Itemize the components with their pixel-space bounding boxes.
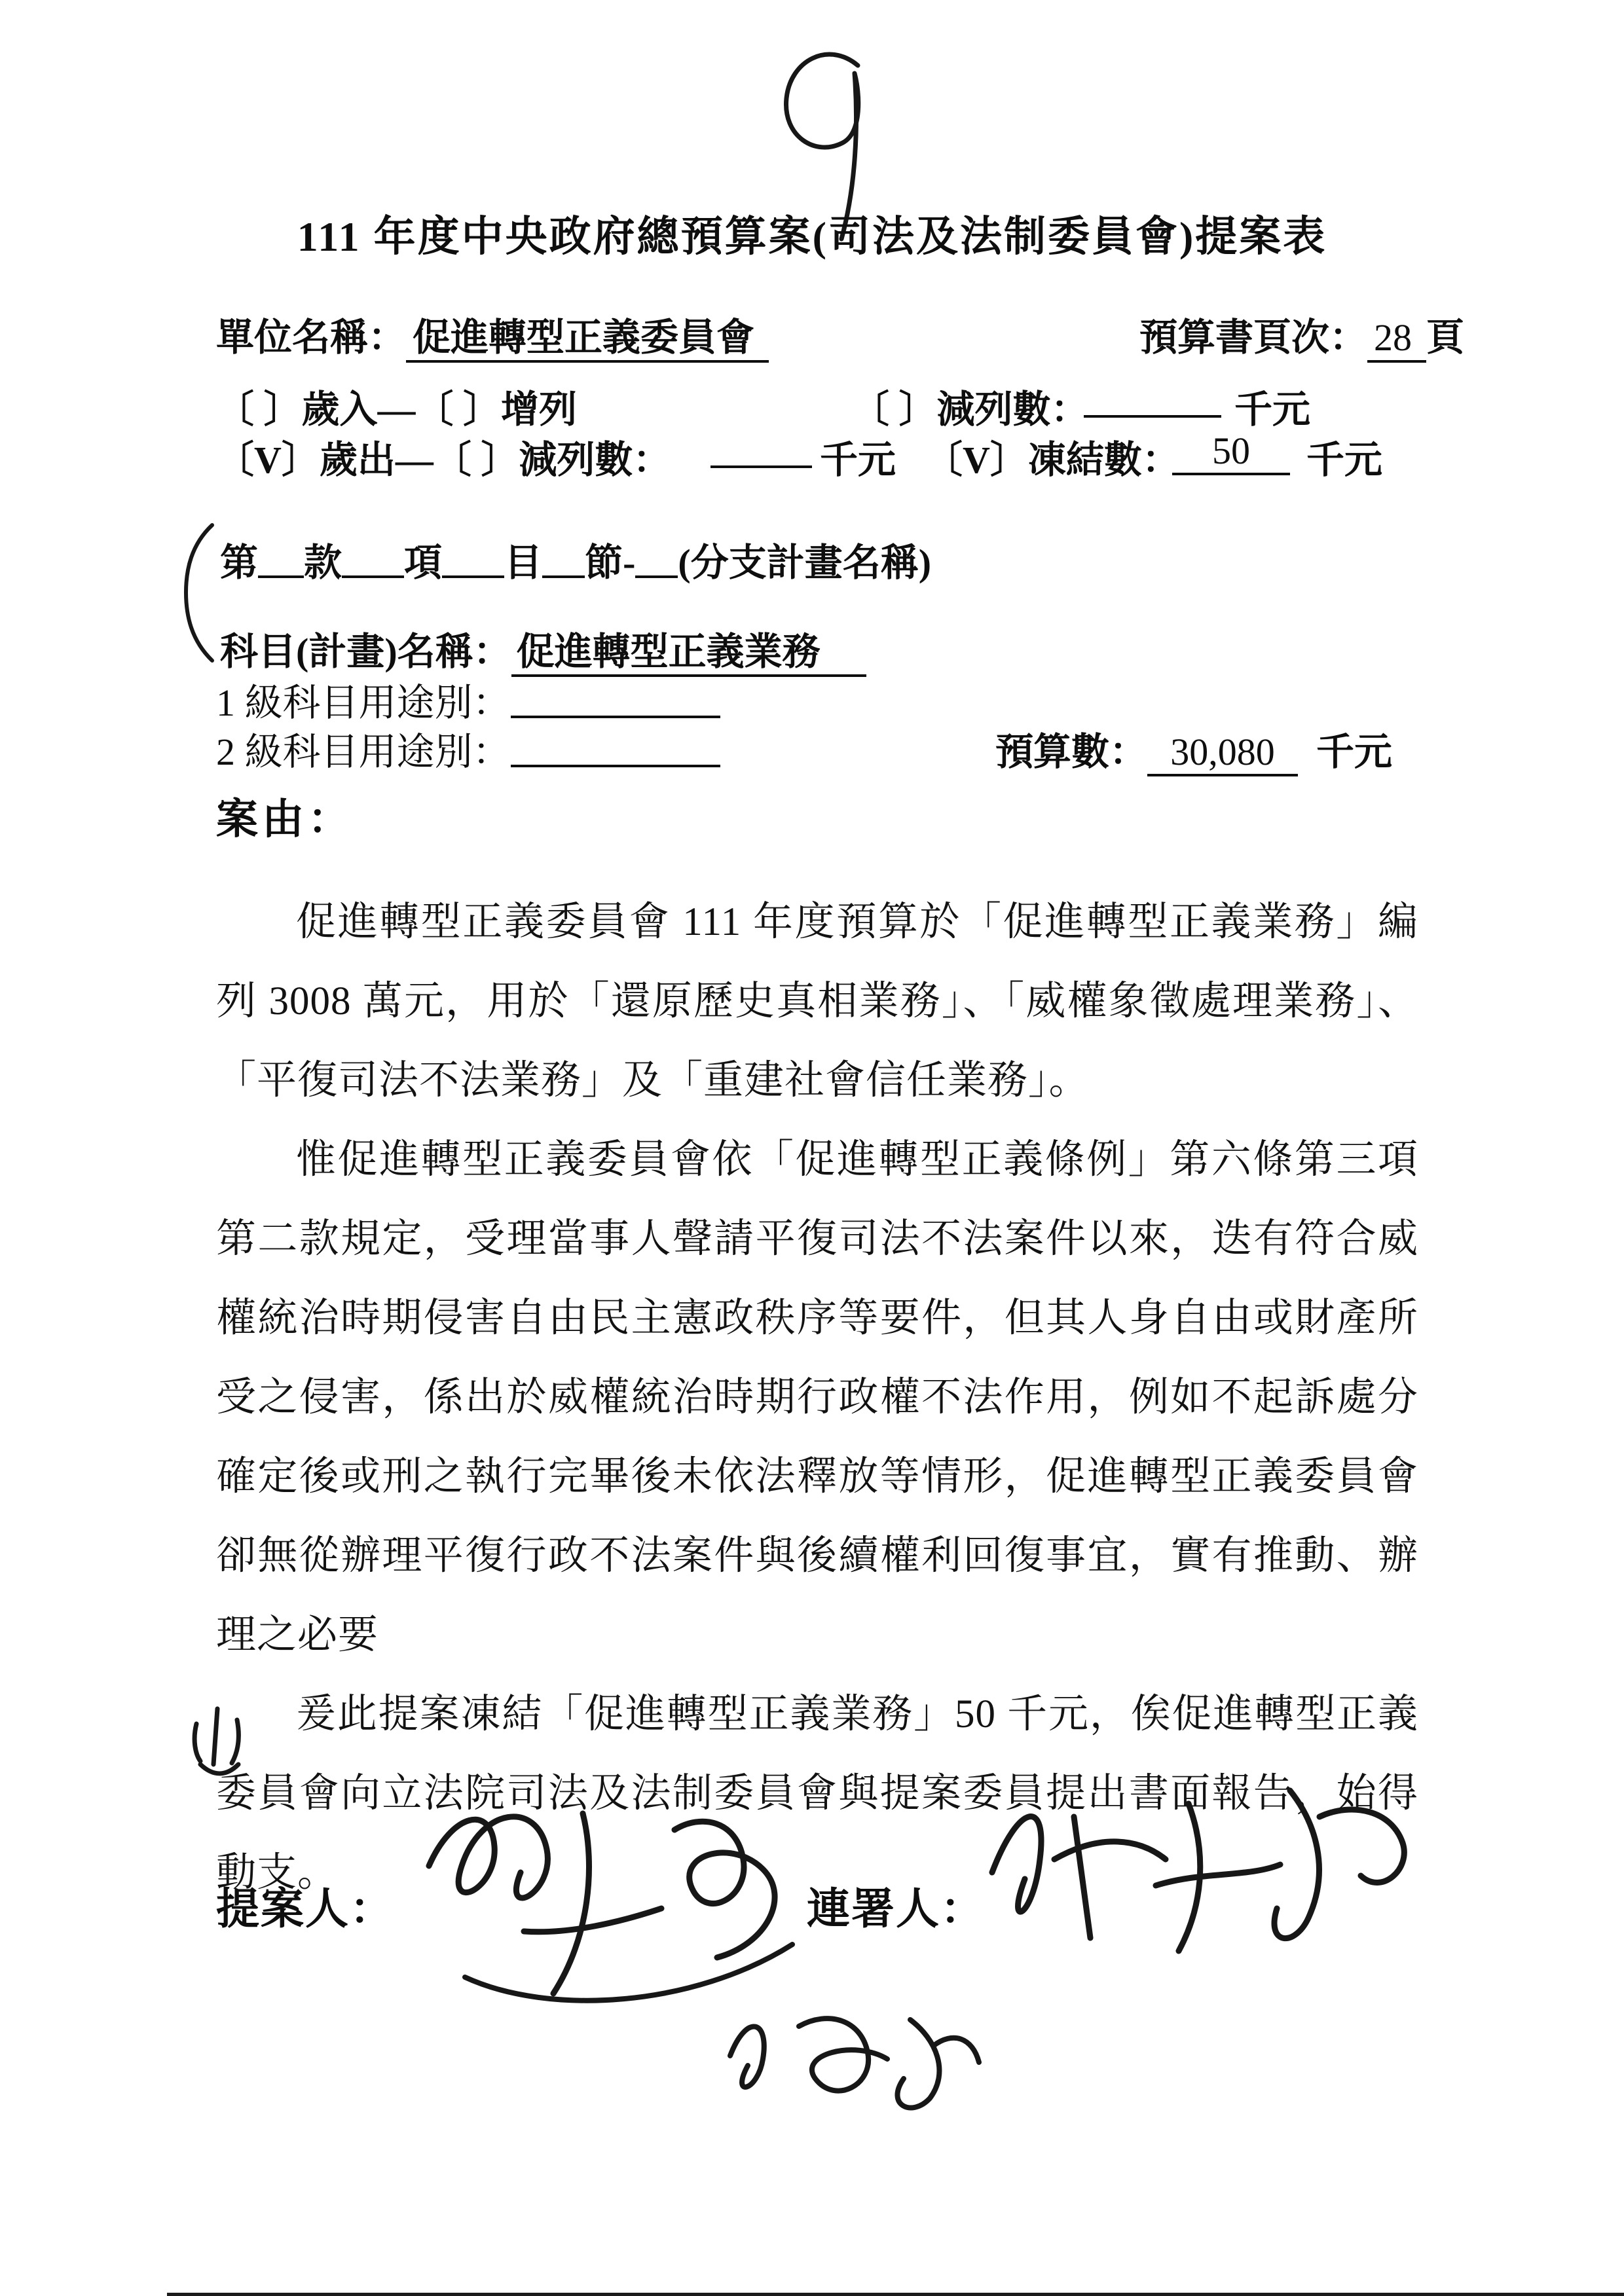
case-paragraph-2: 惟促進轉型正義委員會依「促進轉型正義條例」第六條第三項第二款規定，受理當事人聲請平復司法不法案件以來，迭有符合威權統治時期侵害自由民主憲政秩序等要件，但其人身自由或財產所受之侵害，係出於威權統治時期行政權不法作用，例如不起訴處分確定後或刑之執行完畢後未依法釋放等情形，促進轉型正義委員會卻無從辦理平復行政不法案件與後續權利回復事宜，實有推動、辦理之必要 (216, 1138, 1418, 1657)
margin-scribble-mark (178, 1699, 257, 1791)
subject-name-value: 促進轉型正義業務 (511, 630, 866, 677)
subject-name-label: 科目(計畫)名稱： (220, 630, 511, 673)
budget-amount-unit: 千元 (1316, 731, 1393, 773)
level1-usage-label: 1 級科目用途別： (216, 682, 511, 724)
clause-blank-1 (258, 539, 304, 578)
clause-blank-5 (635, 539, 678, 578)
unit-name-value: 促進轉型正義委員會 (406, 316, 769, 363)
revenue-cut-unit: 千元 (1234, 388, 1311, 431)
case-paragraph-1: 促進轉型正義委員會 111 年度預算於「促進轉型正義業務」編列 3008 萬元，用於「還原歷史真相業務」、「威權象徵處理業務」、「平復司法不法業務」及「重建社會信任業務」。 (216, 900, 1418, 1102)
budget-page-unit: 頁 (1426, 316, 1465, 359)
level2-usage-blank (511, 728, 720, 767)
revenue-cut-blank (1084, 378, 1221, 418)
clause-node: 節- (585, 541, 636, 584)
secondary-signature-scribble (707, 1984, 995, 2121)
budget-page-value: 28 (1367, 316, 1426, 363)
budget-amount-value: 30,080 (1147, 730, 1298, 776)
level2-usage-label: 2 級科目用途別： (216, 731, 511, 773)
freeze-value: 50 (1172, 429, 1290, 475)
cosigner-signature-scribble (963, 1761, 1421, 1990)
clause-plan-name: (分支計畫名稱) (678, 541, 932, 584)
clause-sub: 目 (504, 541, 543, 584)
section-brace-mark (182, 522, 216, 663)
expenditure-cut-blank (710, 429, 812, 468)
clause-first: 第 (220, 541, 259, 584)
clause-blank-3 (442, 539, 504, 578)
unit-name-label: 單位名稱： (216, 316, 407, 359)
clause-blank-2 (342, 539, 404, 578)
expenditure-option-row: 〔V〕歲出—〔 〕減列數： (216, 439, 671, 481)
clause-section: 項 (404, 541, 443, 584)
proposer-label: 提案人： (216, 1886, 394, 1933)
freeze-unit: 千元 (1306, 439, 1383, 481)
scan-edge-artifact (167, 2293, 1624, 2296)
revenue-cut-label: 〔 〕減列數： (851, 388, 1089, 431)
revenue-checkbox-group: 〔 〕歲入—〔 〕增列 (216, 388, 578, 431)
budget-amount-label: 預算數： (995, 731, 1148, 773)
clause-item: 款 (304, 541, 342, 584)
level1-usage-blank (511, 679, 720, 718)
case-paragraph-3: 爰此提案凍結「促進轉型正義業務」50 千元，俟促進轉型正義委員會向立法院司法及法制委員會與提案委員提出書面報告，始得動支。 (216, 1692, 1418, 1895)
clause-blank-4 (542, 539, 585, 578)
form-title: 111 年度中央政府總預算案(司法及法制委員會)提案表 (297, 213, 1327, 260)
freeze-label: 〔V〕凍結數： (925, 439, 1180, 481)
expenditure-cut-unit: 千元 (820, 439, 896, 481)
revenue-option-row (216, 378, 577, 433)
budget-page-label: 預算書頁次： (1139, 316, 1368, 359)
case-reason-label: 案由： (216, 796, 354, 843)
case-reason-body (216, 883, 1418, 1912)
clause-line (220, 532, 931, 587)
cosigner-label: 連署人： (807, 1886, 985, 1933)
